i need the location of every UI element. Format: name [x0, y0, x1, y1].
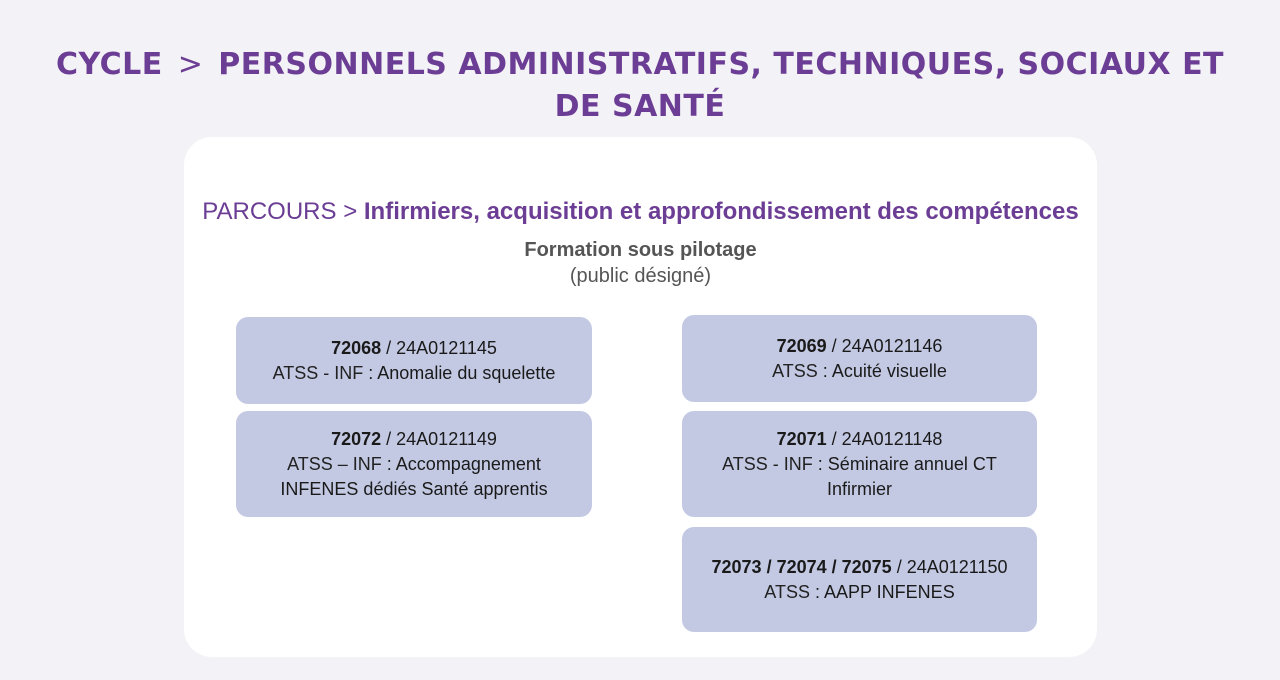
card-code-line: [250, 336, 578, 361]
card-name: AAPP INFENES: [823, 581, 955, 602]
card-title-line: [696, 359, 1023, 384]
training-card-72069[interactable]: [682, 315, 1037, 402]
card-ref: 24A0121146: [841, 335, 943, 356]
card-ref: 24A0121145: [396, 337, 497, 358]
card-category: ATSS: [764, 581, 810, 602]
title-separator: >: [177, 47, 204, 82]
cycle-label: CYCLE: [55, 47, 163, 82]
card-category: ATSS: [772, 360, 818, 381]
card-ref: 24A0121150: [906, 556, 1008, 577]
card-code-line: [696, 334, 1023, 359]
card-code: 72073 / 72074 / 72075: [711, 556, 892, 577]
training-card-72072[interactable]: [236, 411, 592, 517]
card-sep: /: [826, 335, 842, 356]
card-sep: /: [381, 337, 397, 358]
cycle-title: PERSONNELS ADMINISTRATIFS, TECHNIQUES, SOCIAUX ET DE SANTÉ: [218, 47, 1225, 124]
card-ref: 24A0121148: [841, 428, 943, 449]
card-sep: /: [891, 556, 907, 577]
formation-heading: [184, 237, 1097, 289]
page-title: [40, 44, 1240, 128]
card-category: ATSS - INF: [272, 362, 364, 383]
card-ref: 24A0121149: [396, 428, 497, 449]
card-name: Acuité visuelle: [831, 360, 947, 381]
card-code: 72071: [776, 428, 827, 449]
card-colon: :: [381, 453, 396, 474]
training-card-72068[interactable]: [236, 317, 592, 404]
content-panel: [184, 137, 1097, 657]
card-title-line: [696, 452, 1023, 502]
card-name: Anomalie du squelette: [377, 362, 556, 383]
parcours-label: PARCOURS: [202, 198, 337, 225]
card-code-line: [696, 555, 1023, 580]
parcours-separator: >: [343, 198, 358, 225]
formation-subtitle: (public désigné): [569, 265, 712, 287]
parcours-heading: [184, 197, 1097, 227]
card-code: 72068: [331, 337, 382, 358]
parcours-name: Infirmiers, acquisition et approfondissement des compétences: [363, 198, 1079, 225]
training-card-72071[interactable]: [682, 411, 1037, 517]
training-card-72073[interactable]: [682, 527, 1037, 632]
formation-title: Formation sous pilotage: [524, 239, 757, 261]
card-category: ATSS - INF: [722, 453, 813, 474]
card-colon: :: [812, 453, 828, 474]
card-title-line: [250, 452, 578, 502]
card-code: 72069: [776, 335, 827, 356]
card-name: Accompagnement INFENES dédiés Santé apprentis: [280, 453, 548, 499]
card-category: ATSS – INF: [287, 453, 382, 474]
card-colon: :: [809, 581, 824, 602]
card-title-line: [250, 361, 578, 386]
card-name: Séminaire annuel CT Infirmier: [826, 453, 997, 499]
card-sep: /: [826, 428, 842, 449]
card-code: 72072: [331, 428, 382, 449]
card-code-line: [250, 427, 578, 452]
card-code-line: [696, 427, 1023, 452]
card-colon: :: [363, 362, 378, 383]
card-colon: :: [817, 360, 832, 381]
card-sep: /: [381, 428, 397, 449]
card-title-line: [696, 580, 1023, 605]
